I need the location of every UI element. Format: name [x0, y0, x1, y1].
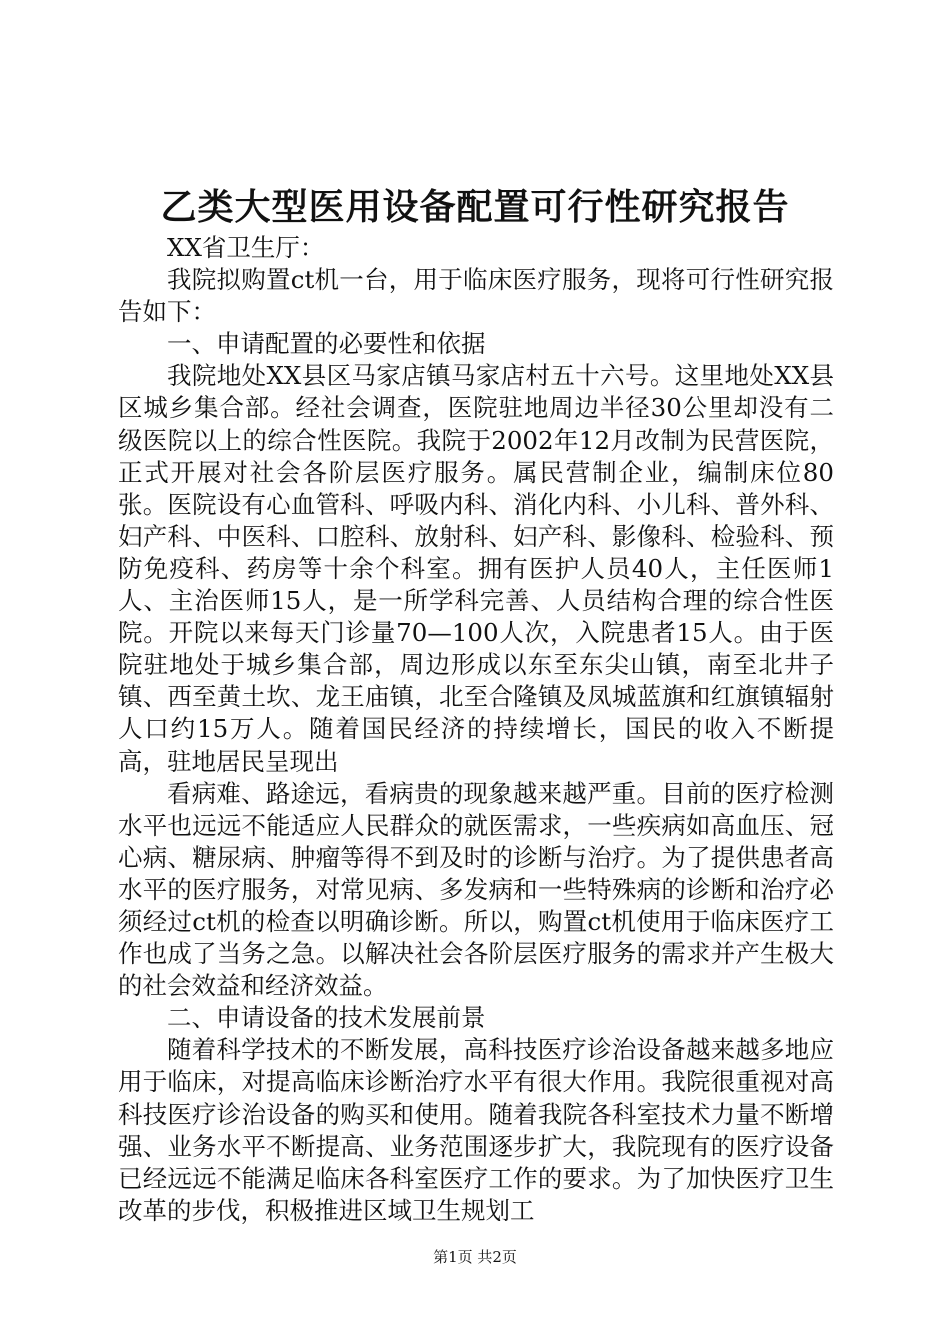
body-paragraph: 随着科学技术的不断发展，高科技医疗诊治设备越来越多地应用于临床，对提高临床诊断治疗水平有很大作用。我院很重视对高科技医疗诊治设备的购买和使用。随着我院各科室技术力量不断增强、业务水平不断提高、业务范围逐步扩大，我院现有的医疗设备已经远远不能满足临床各科室医疗工作的要求。为了加快医疗卫生改革的步伐，积极推进区域卫生规划工	[118, 1035, 834, 1225]
document-title: 乙类大型医用设备配置可行性研究报告	[160, 186, 790, 228]
body-paragraph: 我院地处XX县区马家店镇马家店村五十六号。这里地处XX县区城乡集合部。经社会调查，医院驻地周边半径30公里却没有二级医院以上的综合性医院。我院于2002年12月改制为民营医院，正式开展对社会各阶层医疗服务。属民营制企业，编制床位80张。医院设有心血管科、呼吸内科、消化内科、小儿科、普外科、妇产科、中医科、口腔科、放射科、妇产科、影像科、检验科、预防免疫科、药房等十余个科室。拥有医护人员40人，主任医师1人、主治医师15人，是一所学科完善、人员结构合理的综合性医院。开院以来每天门诊量70—100人次，入院患者15人。由于医院驻地处于城乡集合部，周边形成以东至东尖山镇，南至北井子镇、西至黄土坎、龙王庙镇，北至合隆镇及凤城蓝旗和红旗镇辐射人口约15万人。随着国民经济的持续增长，国民的收入不断提高，驻地居民呈现出	[118, 361, 834, 776]
section-heading-1: 一、申请配置的必要性和依据	[167, 329, 486, 359]
salutation: XX省卫生厅：	[167, 233, 325, 262]
section-heading-2: 二、申请设备的技术发展前景	[167, 1003, 486, 1033]
page-number-footer: 第1页 共2页	[433, 1248, 517, 1266]
body-paragraph: 看病难、路途远，看病贵的现象越来越严重。目前的医疗检测水平也远远不能适应人民群众的就医需求，一些疾病如高血压、冠心病、糖尿病、肿瘤等得不到及时的诊断与治疗。为了提供患者高水平的医疗服务，对常见病、多发病和一些特殊病的诊断和治疗必须经过ct机的检查以明确诊断。所以，购置ct机使用于临床医疗工作也成了当务之急。以解决社会各阶层医疗服务的需求并产生极大的社会效益和经济效益。	[118, 778, 834, 1001]
intro-paragraph: 我院拟购置ct机一台，用于临床医疗服务，现将可行性研究报告如下：	[118, 265, 834, 327]
document-body	[118, 232, 834, 1227]
